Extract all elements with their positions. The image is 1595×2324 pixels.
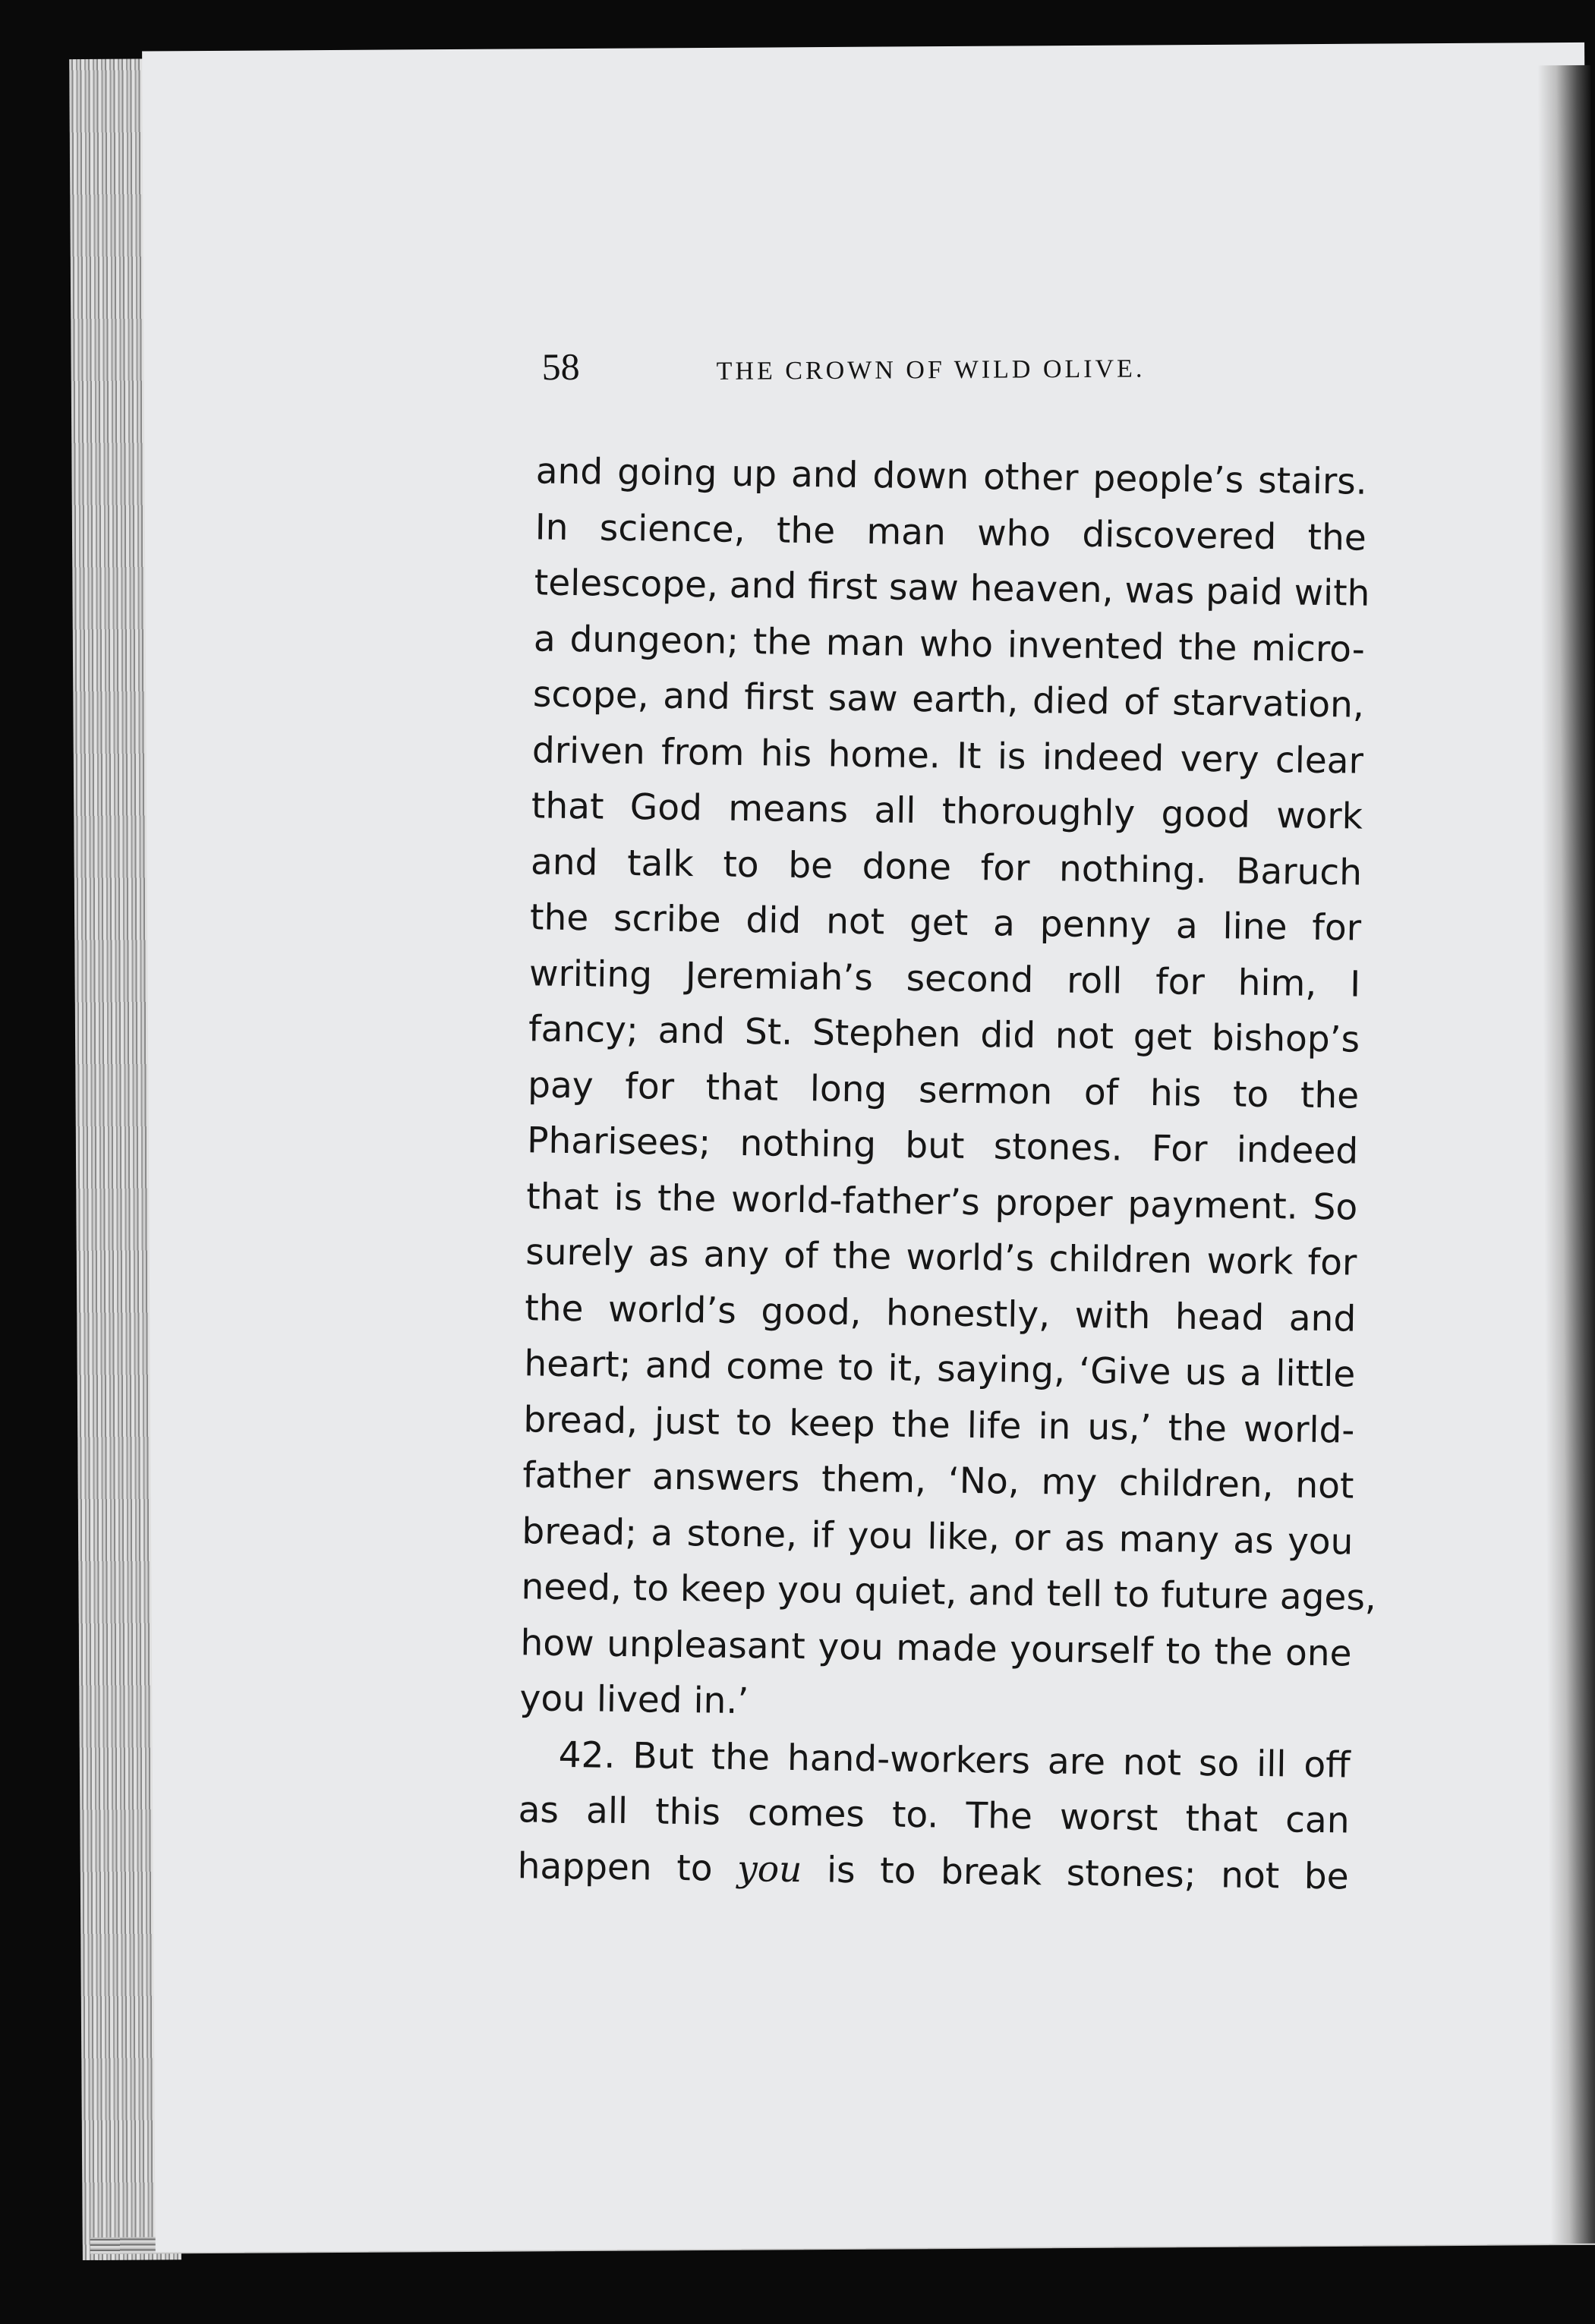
text-line: bread; a stone, if you like, or as many as you <box>522 1510 1354 1564</box>
text-line: telescope, and first saw heaven, was paid with <box>534 562 1370 615</box>
text-line: the scribe did not get a penny a line for <box>529 896 1362 949</box>
text-line: as all this comes to. The worst that can <box>518 1789 1350 1842</box>
text-segment: is to break stones; not be <box>801 1848 1350 1898</box>
text-line: writing Jeremiah’s second roll for him, I <box>528 952 1361 1006</box>
text-line: scope, and first saw earth, died of starvation, <box>532 673 1365 726</box>
text-line: the world’s good, honestly, with head and <box>524 1286 1357 1340</box>
binding-shadow <box>1537 65 1595 2244</box>
text-line: surely as any of the world’s children work for <box>525 1231 1357 1284</box>
text-line: In science, the man who discovered the <box>534 505 1367 559</box>
text-line: need, to keep you quiet, and tell to future ages, <box>521 1566 1377 1619</box>
emphasis-you: you <box>736 1847 802 1891</box>
text-line: and going up and down other people’s stairs. <box>535 450 1368 503</box>
text-line: heart; and come to it, saying, ‘Give us a little <box>524 1343 1356 1396</box>
text-line: and talk to be done for nothing. Baruch <box>530 840 1363 894</box>
text-line: that God means all thoroughly good work <box>531 785 1363 838</box>
text-line: pay for that long sermon of his to the <box>527 1063 1360 1117</box>
text-line: father answers them, ‘No, my children, not <box>522 1454 1354 1507</box>
text-line: you lived in.’ <box>519 1677 749 1723</box>
text-line: a dungeon; the man who invented the micro- <box>533 617 1366 671</box>
paragraph <box>519 443 1377 1737</box>
running-head: THE CROWN OF WILD OLIVE. <box>716 354 1146 386</box>
text-line: bread, just to keep the life in us,’ the world- <box>523 1398 1355 1452</box>
text-line: Pharisees; nothing but stones. For indeed <box>526 1119 1359 1173</box>
text-line: fancy; and St. Stephen did not get bishop’s <box>528 1008 1360 1061</box>
text-segment: happen to <box>517 1844 738 1890</box>
body-text <box>517 443 1377 1904</box>
text-line: 42. But the hand-workers are not so ill off <box>558 1734 1351 1787</box>
paragraph-42 <box>517 1727 1351 1905</box>
text-line: that is the world-father’s proper payment. So <box>525 1175 1358 1229</box>
text-line: driven from his home. It is indeed very clear <box>531 729 1364 783</box>
text-line: how unpleasant you made yourself to the one <box>520 1621 1352 1675</box>
book <box>69 43 1593 2268</box>
text-line <box>517 1838 1349 1905</box>
page-header <box>541 340 1316 405</box>
page-number: 58 <box>541 345 580 389</box>
